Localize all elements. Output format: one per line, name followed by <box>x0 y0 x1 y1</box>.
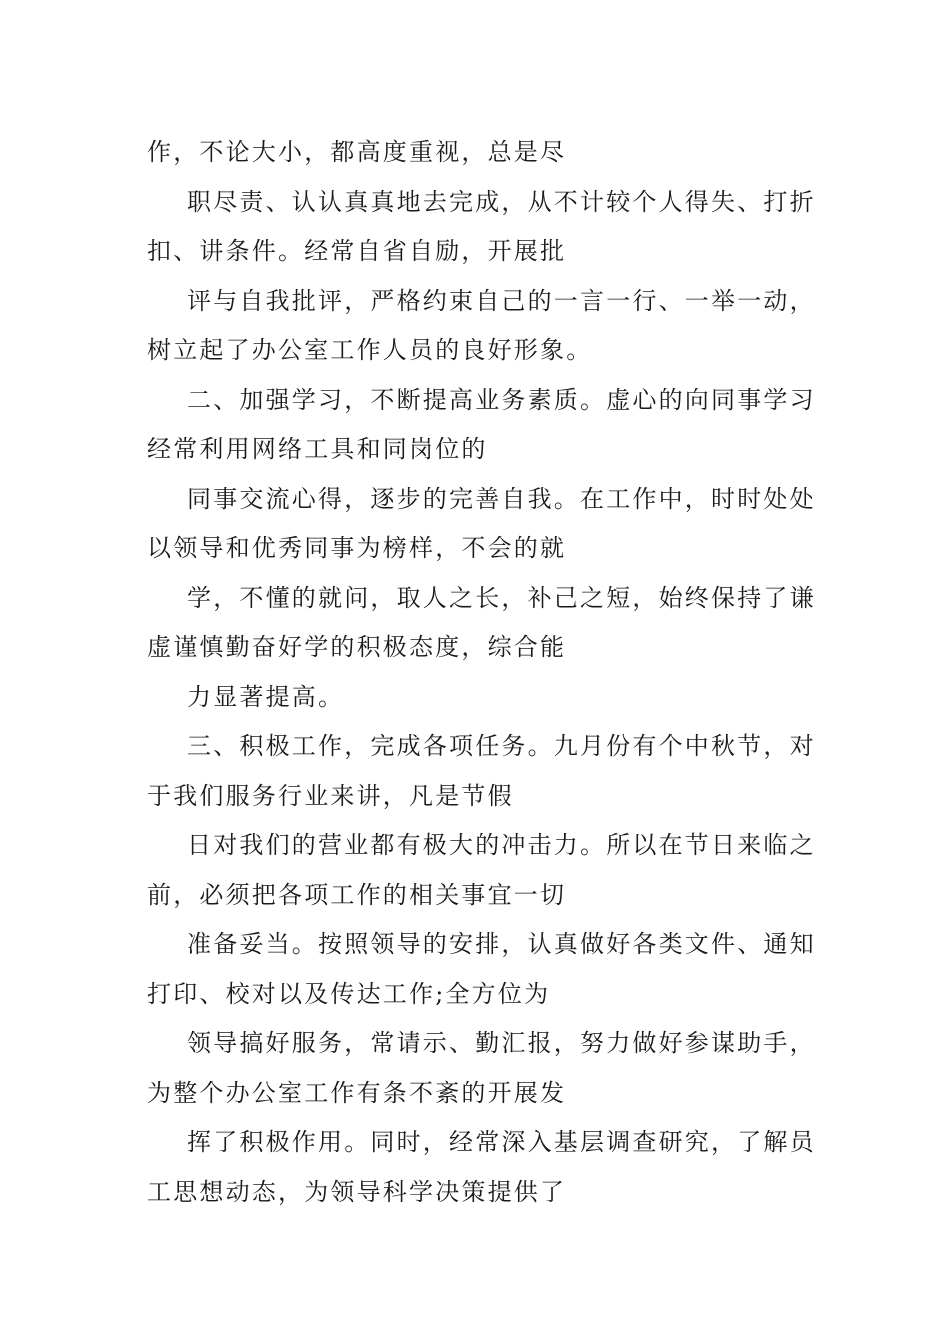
text-line: 同事交流心得，逐步的完善自我。在工作中，时时处处 <box>187 484 816 513</box>
text-line: 学，不懂的就问，取人之长，补己之短，始终保持了谦 <box>187 583 816 612</box>
text-line: 职尽责、认认真真地去完成，从不计较个人得失、打折 <box>187 187 816 216</box>
text-line: 评与自我批评，严格约束自己的一言一行、一举一动， <box>187 286 816 315</box>
text-line: 领导搞好服务，常请示、勤汇报，努力做好参谋助手， <box>187 1029 816 1057</box>
text-line: 打印、校对以及传达工作;全方位为 <box>147 979 551 1008</box>
text-line: 以领导和优秀同事为榜样，不会的就 <box>147 534 567 562</box>
text-line: 力显著提高。 <box>187 682 345 711</box>
text-line: 前，必须把各项工作的相关事宜一切 <box>147 880 567 909</box>
text-line: 经常利用网络工具和同岗位的 <box>147 435 488 463</box>
text-line: 工思想动态，为领导科学决策提供了 <box>147 1177 567 1206</box>
text-line: 作，不论大小，都高度重视，总是尽 <box>147 138 567 166</box>
text-line: 于我们服务行业来讲，凡是节假 <box>147 781 514 810</box>
text-line: 虚谨慎勤奋好学的积极态度，综合能 <box>147 633 567 661</box>
text-line: 二、加强学习，不断提高业务素质。虚心的向同事学习 <box>187 385 816 414</box>
text-line: 日对我们的营业都有极大的冲击力。所以在节日来临之 <box>187 831 816 859</box>
document-body <box>147 128 817 1217</box>
text-line: 准备妥当。按照领导的安排，认真做好各类文件、通知 <box>187 930 816 958</box>
text-line: 三、积极工作，完成各项任务。九月份有个中秋节，对 <box>187 732 816 760</box>
text-line: 挥了积极作用。同时，经常深入基层调查研究，了解员 <box>187 1128 816 1156</box>
text-line: 为整个办公室工作有条不紊的开展发 <box>147 1078 567 1107</box>
text-line: 树立起了办公室工作人员的良好形象。 <box>147 336 593 364</box>
text-line: 扣、讲条件。经常自省自励，开展批 <box>147 237 567 265</box>
